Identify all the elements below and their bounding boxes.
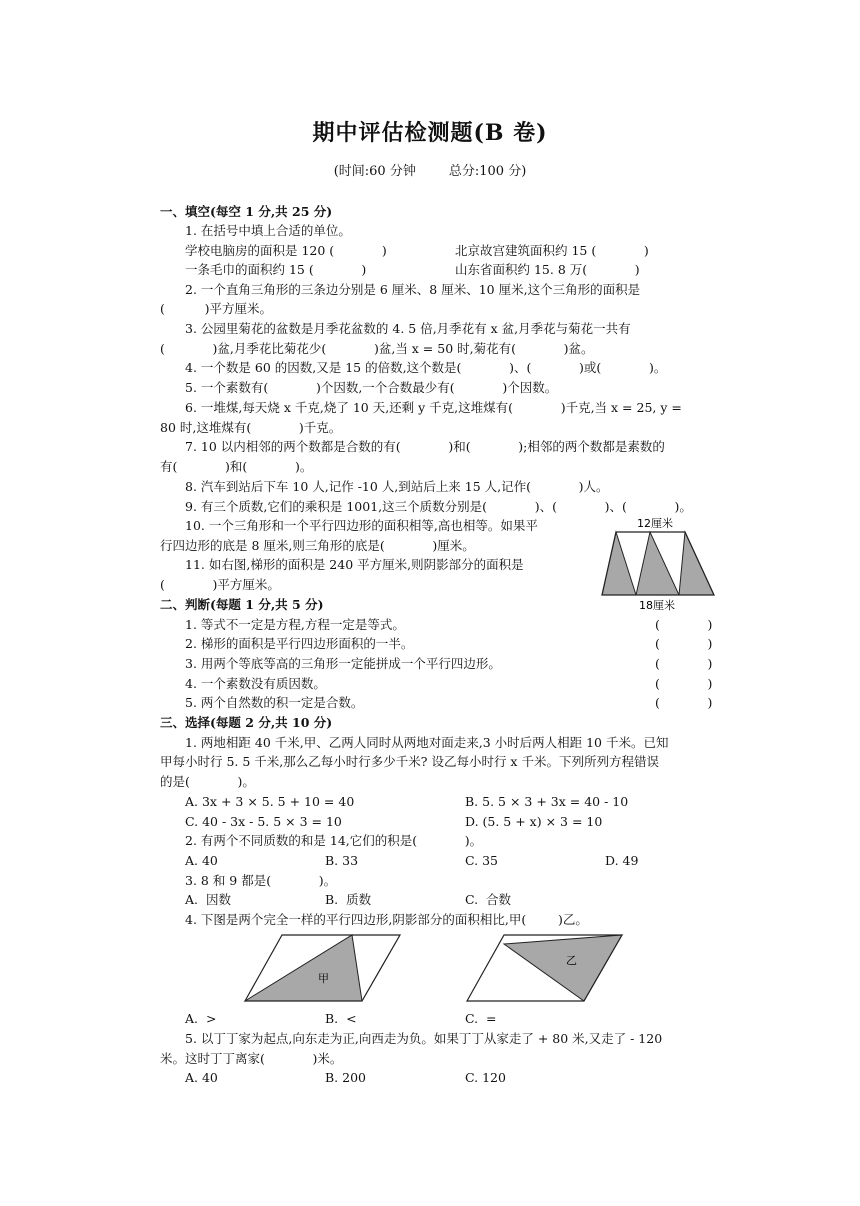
s3-q5-option-c: C. 120 [465, 1070, 506, 1085]
section-3-heading: 三、选择(每题 2 分,共 10 分) [160, 715, 333, 730]
shaded-triangle-3 [679, 532, 714, 595]
trapezoid-bottom-label: 18厘米 [639, 599, 675, 612]
s3-q2-option-b: B. 33 [325, 853, 359, 868]
s1-q7b: 有( )和( )。 [160, 459, 313, 474]
yi-label: 乙 [566, 954, 577, 967]
shaded-triangle-yi [504, 935, 622, 1001]
s3-q2-option-d: D. 49 [605, 853, 639, 868]
s1-q1: 1. 在括号中填上合适的单位。 [185, 223, 351, 238]
section-1-heading: 一、填空(每空 1 分,共 25 分) [160, 204, 333, 219]
s3-q4-option-c: C. = [465, 1011, 497, 1026]
trapezoid-figure [595, 515, 720, 615]
s3-q1-option-a: A. 3x + 3 × 5. 5 + 10 = 40 [185, 794, 355, 809]
judge-answer-3[interactable]: ( ) [655, 656, 713, 671]
jia-label: 甲 [318, 972, 329, 985]
s1-q10a: 10. 一个三角形和一个平行四边形的面积相等,高也相等。如果平 [185, 518, 538, 533]
s3-q4-option-a: A. > [185, 1011, 217, 1026]
s1-q7a: 7. 10 以内相邻的两个数都是合数的有( )和( );相邻的两个数都是素数的 [185, 439, 665, 454]
s1-q10b: 行四边形的底是 8 厘米,则三角形的底是( )厘米。 [160, 538, 475, 553]
s3-q4-option-b: B. < [325, 1011, 357, 1026]
judge-item-1: 1. 等式不一定是方程,方程一定是等式。 [185, 617, 405, 632]
page-title: 期中评估检测题(B 卷) [312, 120, 548, 146]
s1-q6a: 6. 一堆煤,每天烧 x 千克,烧了 10 天,还剩 y 千克,这堆煤有( )千克,当 x = 25, y = [185, 400, 682, 415]
parallelogram-yi-figure [462, 930, 627, 1005]
judge-answer-2[interactable]: ( ) [655, 636, 713, 651]
trapezoid-top-label: 12厘米 [637, 517, 673, 530]
s3-q3-option-a: A. 因数 [185, 892, 231, 907]
s1-q1d: 山东省面积约 15. 8 万( ) [455, 262, 640, 277]
s1-q2a: 2. 一个直角三角形的三条边分别是 6 厘米、8 厘米、10 厘米,这个三角形的面积是 [185, 282, 641, 297]
s1-q9: 9. 有三个质数,它们的乘积是 1001,这三个质数分别是( )、( )、( )。 [185, 499, 692, 514]
section-2-heading: 二、判断(每题 1 分,共 5 分) [160, 597, 324, 612]
s3-q2-option-a: A. 40 [185, 853, 218, 868]
s1-q6b: 80 时,这堆煤有( )千克。 [160, 420, 342, 435]
judge-item-2: 2. 梯形的面积是平行四边形面积的一半。 [185, 636, 414, 651]
s3-q3: 3. 8 和 9 都是( )。 [185, 873, 337, 888]
s3-q5a: 5. 以丁丁家为起点,向东走为正,向西走为负。如果丁丁从家走了 + 80 米,又走了 - 120 [185, 1031, 663, 1046]
s3-q1-option-d: D. (5. 5 + x) × 3 = 10 [465, 814, 603, 829]
page-subtitle: (时间:60 分钟 总分:100 分) [333, 164, 527, 179]
s3-q5-option-a: A. 40 [185, 1070, 218, 1085]
s1-q3a: 3. 公园里菊花的盆数是月季花盆数的 4. 5 倍,月季花有 x 盆,月季花与菊花一共有 [185, 321, 631, 336]
shaded-triangle-1 [602, 532, 636, 595]
judge-item-3: 3. 用两个等底等高的三角形一定能拼成一个平行四边形。 [185, 656, 501, 671]
s1-q1a: 学校电脑房的面积是 120 ( ) [185, 243, 387, 258]
judge-answer-1[interactable]: ( ) [655, 617, 713, 632]
s1-q5: 5. 一个素数有( )个因数,一个合数最少有( )个因数。 [185, 380, 558, 395]
s3-q1-option-b: B. 5. 5 × 3 + 3x = 40 - 10 [465, 794, 629, 809]
shaded-triangle-jia [245, 935, 362, 1001]
s3-q2: 2. 有两个不同质数的和是 14,它们的积是( )。 [185, 833, 483, 848]
s1-q1b: 北京故宫建筑面积约 15 ( ) [455, 243, 649, 258]
s3-q1b: 甲每小时行 5. 5 千米,那么乙每小时行多少千米? 设乙每小时行 x 千米。下列所列方程错误 [160, 754, 659, 769]
parallelogram-jia-figure [240, 930, 405, 1005]
shaded-triangle-2 [636, 532, 679, 595]
s3-q1a: 1. 两地相距 40 千米,甲、乙两人同时从两地对面走来,3 小时后两人相距 10 千米。已知 [185, 735, 669, 750]
judge-answer-4[interactable]: ( ) [655, 676, 713, 691]
s3-q1c: 的是( )。 [160, 774, 255, 789]
s3-q2-option-c: C. 35 [465, 853, 498, 868]
s3-q5b: 米。这时丁丁离家( )米。 [160, 1051, 343, 1066]
s1-q2b: ( )平方厘米。 [160, 301, 272, 316]
s3-q5-option-b: B. 200 [325, 1070, 366, 1085]
judge-item-4: 4. 一个素数没有质因数。 [185, 676, 326, 691]
s1-q11a: 11. 如右图,梯形的面积是 240 平方厘米,则阴影部分的面积是 [185, 557, 524, 572]
judge-answer-5[interactable]: ( ) [655, 695, 713, 710]
s3-q3-option-c: C. 合数 [465, 892, 512, 907]
s3-q3-option-b: B. 质数 [325, 892, 372, 907]
s1-q4: 4. 一个数是 60 的因数,又是 15 的倍数,这个数是( )、( )或( )。 [185, 360, 667, 375]
s3-q4: 4. 下图是两个完全一样的平行四边形,阴影部分的面积相比,甲( )乙。 [185, 912, 588, 927]
judge-item-5: 5. 两个自然数的积一定是合数。 [185, 695, 364, 710]
s3-q1-option-c: C. 40 - 3x - 5. 5 × 3 = 10 [185, 814, 342, 829]
s1-q1c: 一条毛巾的面积约 15 ( ) [185, 262, 367, 277]
s1-q11b: ( )平方厘米。 [160, 577, 280, 592]
s1-q3b: ( )盆,月季花比菊花少( )盆,当 x = 50 时,菊花有( )盆。 [160, 341, 594, 356]
s1-q8: 8. 汽车到站后下车 10 人,记作 -10 人,到站后上来 15 人,记作( )人。 [185, 479, 609, 494]
